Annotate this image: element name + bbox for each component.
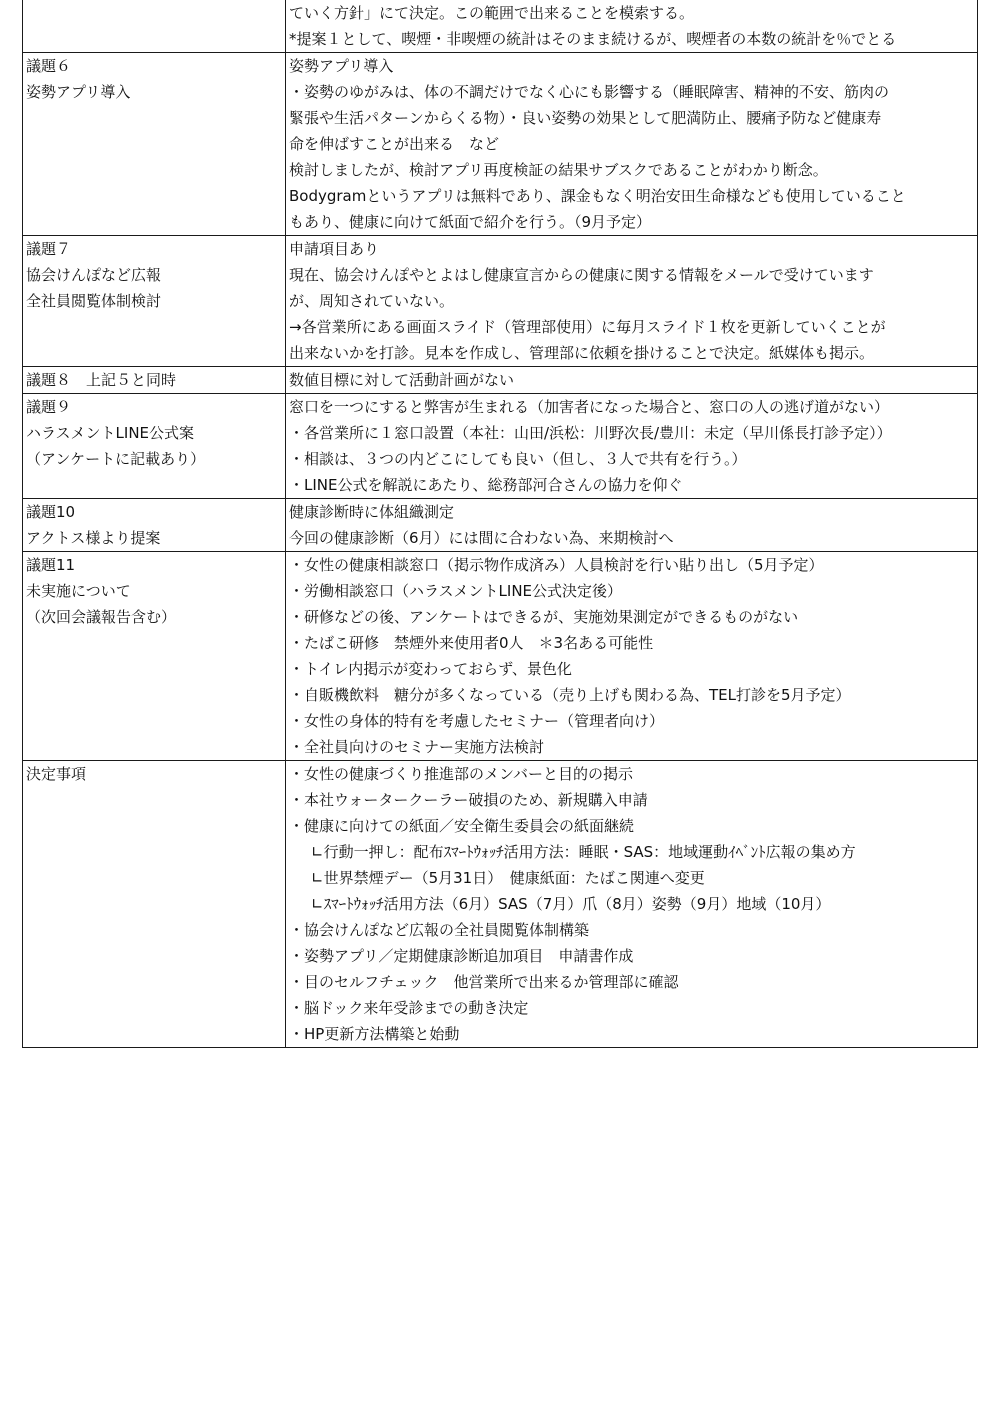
content-line: ・相談は、３つの内どこにしても良い（但し、３人で共有を行う。） xyxy=(289,450,747,468)
content-line: 出来ないかを打診。見本を作成し、管理部に依頼を掛けることで決定。紙媒体も掲示。 xyxy=(289,344,875,362)
topic-cell xyxy=(23,367,286,394)
topic-title: 全社員閲覧体制検討 xyxy=(26,292,162,310)
content-line: ∟行動一押し：配布ｽﾏｰﾄｳｫｯﾁ活用方法：睡眠・SAS：地域運動ｲﾍﾞﾝﾄ広報の集め方 xyxy=(311,843,856,861)
content-line: 命を伸ばすことが出来る など xyxy=(289,135,500,153)
content-line: もあり、健康に向けて紙面で紹介を行う。（9月予定） xyxy=(289,213,652,231)
content-cell xyxy=(286,499,978,552)
content-cell xyxy=(286,236,978,367)
content-line: ・自販機飲料 糖分が多くなっている（売り上げも関わる為、TEL打診を5月予定） xyxy=(289,686,851,704)
topic-title: 未実施について xyxy=(26,582,131,600)
topic-title: （次回会議報告含む） xyxy=(26,608,177,626)
content-cell xyxy=(286,394,978,499)
content-line: ∟ｽﾏｰﾄｳｫｯﾁ活用方法（6月）SAS（7月）爪（8月）姿勢（9月）地域（10月） xyxy=(311,895,831,913)
topic-title: 協会けんぽなど広報 xyxy=(26,266,162,284)
content-line: ・研修などの後、アンケートはできるが、実施効果測定ができるものがない xyxy=(289,608,799,626)
content-line: *提案１として、喫煙・非喫煙の統計はそのまま続けるが、喫煙者の本数の統計を％でとる xyxy=(289,30,897,48)
topic-cell xyxy=(23,0,286,53)
table-row xyxy=(23,761,978,1048)
topic-number: 議題６ xyxy=(26,57,72,75)
content-line: ていく方針」にて決定。この範囲で出来ることを模索する。 xyxy=(289,4,695,22)
content-line: ・LINE公式を解説にあたり、総務部河合さんの協力を仰ぐ xyxy=(289,476,683,494)
content-line: ・目のセルフチェック 他営業所で出来るか管理部に確認 xyxy=(289,973,679,991)
table-row xyxy=(23,552,978,761)
topic-number: 議題11 xyxy=(26,556,76,574)
content-line: 現在、協会けんぽやとよはし健康宣言からの健康に関する情報をメールで受けています xyxy=(289,266,874,284)
topic-cell xyxy=(23,552,286,761)
topic-cell xyxy=(23,499,286,552)
content-line: ・HP更新方法構築と始動 xyxy=(289,1025,460,1043)
table-row xyxy=(23,394,978,499)
content-line: ・トイレ内掲示が変わっておらず、景色化 xyxy=(289,660,572,678)
topic-number: 議題７ xyxy=(26,240,72,258)
content-line: 窓口を一つにすると弊害が生まれる（加害者になった場合と、窓口の人の逃げ道がない） xyxy=(289,398,890,416)
content-line: 姿勢アプリ導入 xyxy=(289,57,394,75)
content-line: ・労働相談窓口（ハラスメントLINE公式決定後） xyxy=(289,582,623,600)
content-cell xyxy=(286,367,978,394)
content-line: 数値目標に対して活動計画がない xyxy=(289,371,515,389)
content-cell xyxy=(286,0,978,53)
content-line: ・女性の身体的特有を考慮したセミナー（管理者向け） xyxy=(289,712,665,730)
content-line: ・脳ドック来年受診までの動き決定 xyxy=(289,999,529,1017)
content-line: が、周知されていない。 xyxy=(289,292,455,310)
content-line: ・全社員向けのセミナー実施方法検討 xyxy=(289,738,545,756)
content-line: ・各営業所に１窓口設置（本社：山田/浜松：川野次長/豊川：未定（早川係長打診予定）） xyxy=(289,424,892,442)
content-line: ・協会けんぽなど広報の全社員閲覧体制構築 xyxy=(289,921,590,939)
table-row xyxy=(23,367,978,394)
topic-cell xyxy=(23,236,286,367)
content-line: ・姿勢のゆがみは、体の不調だけでなく心にも影響する（睡眠障害、精神的不安、筋肉の xyxy=(289,83,890,101)
table-row xyxy=(23,236,978,367)
content-cell xyxy=(286,552,978,761)
topic-cell xyxy=(23,394,286,499)
topic-number: 議題10 xyxy=(26,503,76,521)
table-row xyxy=(23,499,978,552)
content-line: 申請項目あり xyxy=(289,240,380,258)
topic-cell xyxy=(23,53,286,236)
topic-title: アクトス様より提案 xyxy=(26,529,161,547)
content-cell xyxy=(286,761,978,1048)
content-line: →各営業所にある画面スライド（管理部使用）に毎月スライド１枚を更新していくことが xyxy=(289,318,886,336)
content-cell xyxy=(286,53,978,236)
content-line: ∟世界禁煙デー（5月31日） 健康紙面：たばこ関連へ変更 xyxy=(311,869,705,887)
topic-title: 姿勢アプリ導入 xyxy=(26,83,131,101)
content-line: ・女性の健康づくり推進部のメンバーと目的の掲示 xyxy=(289,765,633,783)
content-line: Bodygramというアプリは無料であり、課金もなく明治安田生命様なども使用していること xyxy=(289,187,906,205)
topic-cell xyxy=(23,761,286,1048)
table-row xyxy=(23,53,978,236)
topic-number: 決定事項 xyxy=(26,765,87,783)
content-line: 健康診断時に体組織測定 xyxy=(289,503,455,521)
content-line: 今回の健康診断（6月）には間に合わない為、来期検討へ xyxy=(289,529,674,547)
table-row xyxy=(23,0,978,53)
minutes-table xyxy=(22,0,978,1048)
content-line: ・たばこ研修 禁煙外来使用者0人 ＊3名ある可能性 xyxy=(289,634,654,652)
content-line: ・健康に向けての紙面／安全衛生委員会の紙面継続 xyxy=(289,817,635,835)
content-line: ・女性の健康相談窓口（掲示物作成済み）人員検討を行い貼り出し（5月予定） xyxy=(289,556,824,574)
topic-title: ハラスメントLINE公式案 xyxy=(26,424,195,442)
content-line: ・姿勢アプリ／定期健康診断追加項目 申請書作成 xyxy=(289,947,634,965)
topic-number: 議題８ 上記５と同時 xyxy=(26,371,177,389)
topic-title: （アンケートに記載あり） xyxy=(26,450,206,468)
content-line: 緊張や生活パターンからくる物）・良い姿勢の効果として肥満防止、腰痛予防など健康寿 xyxy=(289,109,882,127)
content-line: 検討しましたが、検討アプリ再度検証の結果サブスクであることがわかり断念。 xyxy=(289,161,828,179)
content-line: ・本社ウォータークーラー破損のため、新規購入申請 xyxy=(289,791,648,809)
topic-number: 議題９ xyxy=(26,398,72,416)
